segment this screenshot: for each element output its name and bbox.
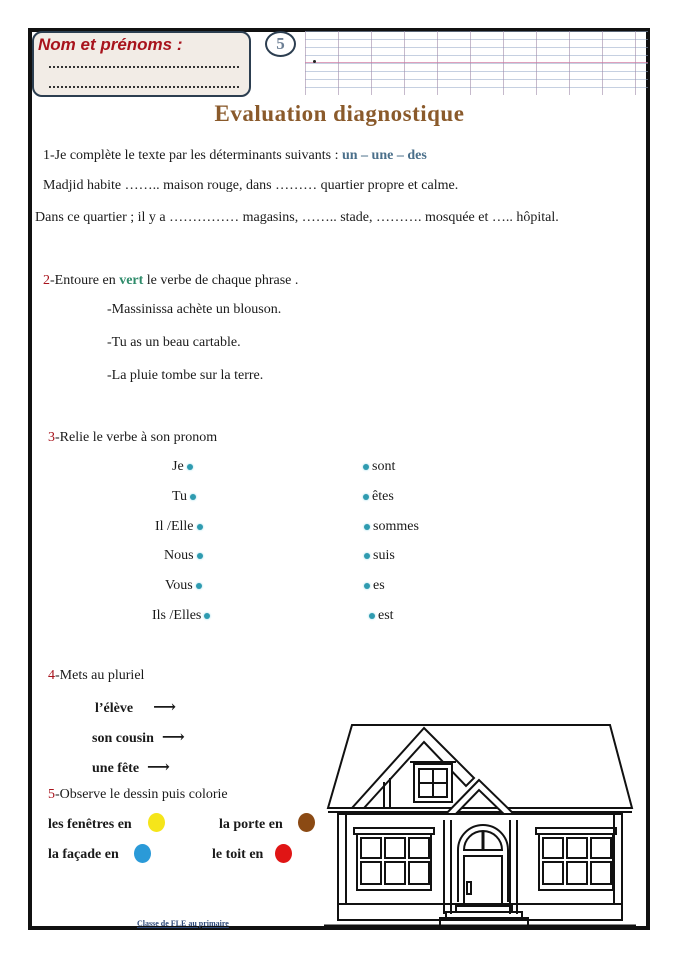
verb-est[interactable]: est [366, 608, 394, 624]
name-label: Nom et prénoms : [38, 35, 183, 54]
pronoun-ils-elles[interactable]: Ils /Elles [152, 608, 213, 624]
sentence-2[interactable]: -Tu as un beau cartable. [107, 335, 241, 350]
handwriting-grid [305, 31, 648, 95]
name-box [32, 31, 251, 97]
pronoun-il-elle[interactable]: Il /Elle [155, 519, 206, 535]
brown-swatch-icon [298, 813, 315, 832]
name-line-1[interactable] [49, 66, 239, 68]
determiner-words: un – une – des [341, 148, 427, 163]
verb-etes[interactable]: êtes [360, 489, 394, 505]
blue-swatch-icon [134, 844, 151, 863]
plural-item-2[interactable]: son cousin ⟶ [92, 729, 185, 746]
verb-suis[interactable]: suis [361, 548, 395, 564]
name-line-2[interactable] [49, 86, 239, 88]
verb-es[interactable]: es [361, 578, 385, 594]
arrow-right-icon: ⟶ [147, 759, 170, 776]
plural-item-1[interactable]: l’élève ⟶ [95, 699, 177, 716]
exercise5-instruction: 5-Observe le dessin puis colorie [48, 787, 228, 802]
plural-item-3[interactable]: une fête ⟶ [92, 759, 170, 776]
pronoun-nous[interactable]: Nous [164, 548, 206, 564]
pronoun-vous[interactable]: Vous [165, 578, 205, 594]
exercise1-instruction: 1-Je complète le texte par les déterminants suivants : un – une – des [43, 148, 427, 163]
exercise1-line2[interactable]: Dans ce quartier ; il y a …………… magasins, …….. stade, ………. mosquée et ….. hôpital. [35, 210, 559, 225]
page-title: Evaluation diagnostique [214, 101, 465, 126]
pronoun-tu[interactable]: Tu [172, 489, 199, 505]
color-label-windows: les fenêtres en [48, 817, 132, 832]
yellow-swatch-icon [148, 813, 165, 832]
red-swatch-icon [275, 844, 292, 863]
verb-sommes[interactable]: sommes [361, 519, 419, 535]
arrow-right-icon: ⟶ [161, 729, 185, 746]
grade-badge: 5 [265, 31, 296, 57]
exercise2-instruction: 2-Entoure en vert le verbe de chaque phrase . [43, 273, 299, 288]
house-drawing[interactable] [324, 722, 636, 928]
exercise1-line1[interactable]: Madjid habite …….. maison rouge, dans ……… quartier propre et calme. [43, 178, 459, 193]
exercise4-instruction: 4-Mets au pluriel [48, 668, 145, 683]
color-label-door: la porte en [219, 817, 283, 832]
color-label-roof: le toit en [212, 847, 264, 862]
sentence-1[interactable]: -Massinissa achète un blouson. [107, 302, 282, 317]
arrow-right-icon: ⟶ [153, 699, 177, 716]
color-label-facade: la façade en [48, 847, 119, 862]
pronoun-je[interactable]: Je [172, 459, 196, 475]
sentence-3[interactable]: -La pluie tombe sur la terre. [107, 368, 264, 383]
exercise3-instruction: 3-Relie le verbe à son pronom [48, 430, 218, 445]
verb-sont[interactable]: sont [360, 459, 395, 475]
footer-credit: Classe de FLE au primaire [137, 919, 229, 928]
